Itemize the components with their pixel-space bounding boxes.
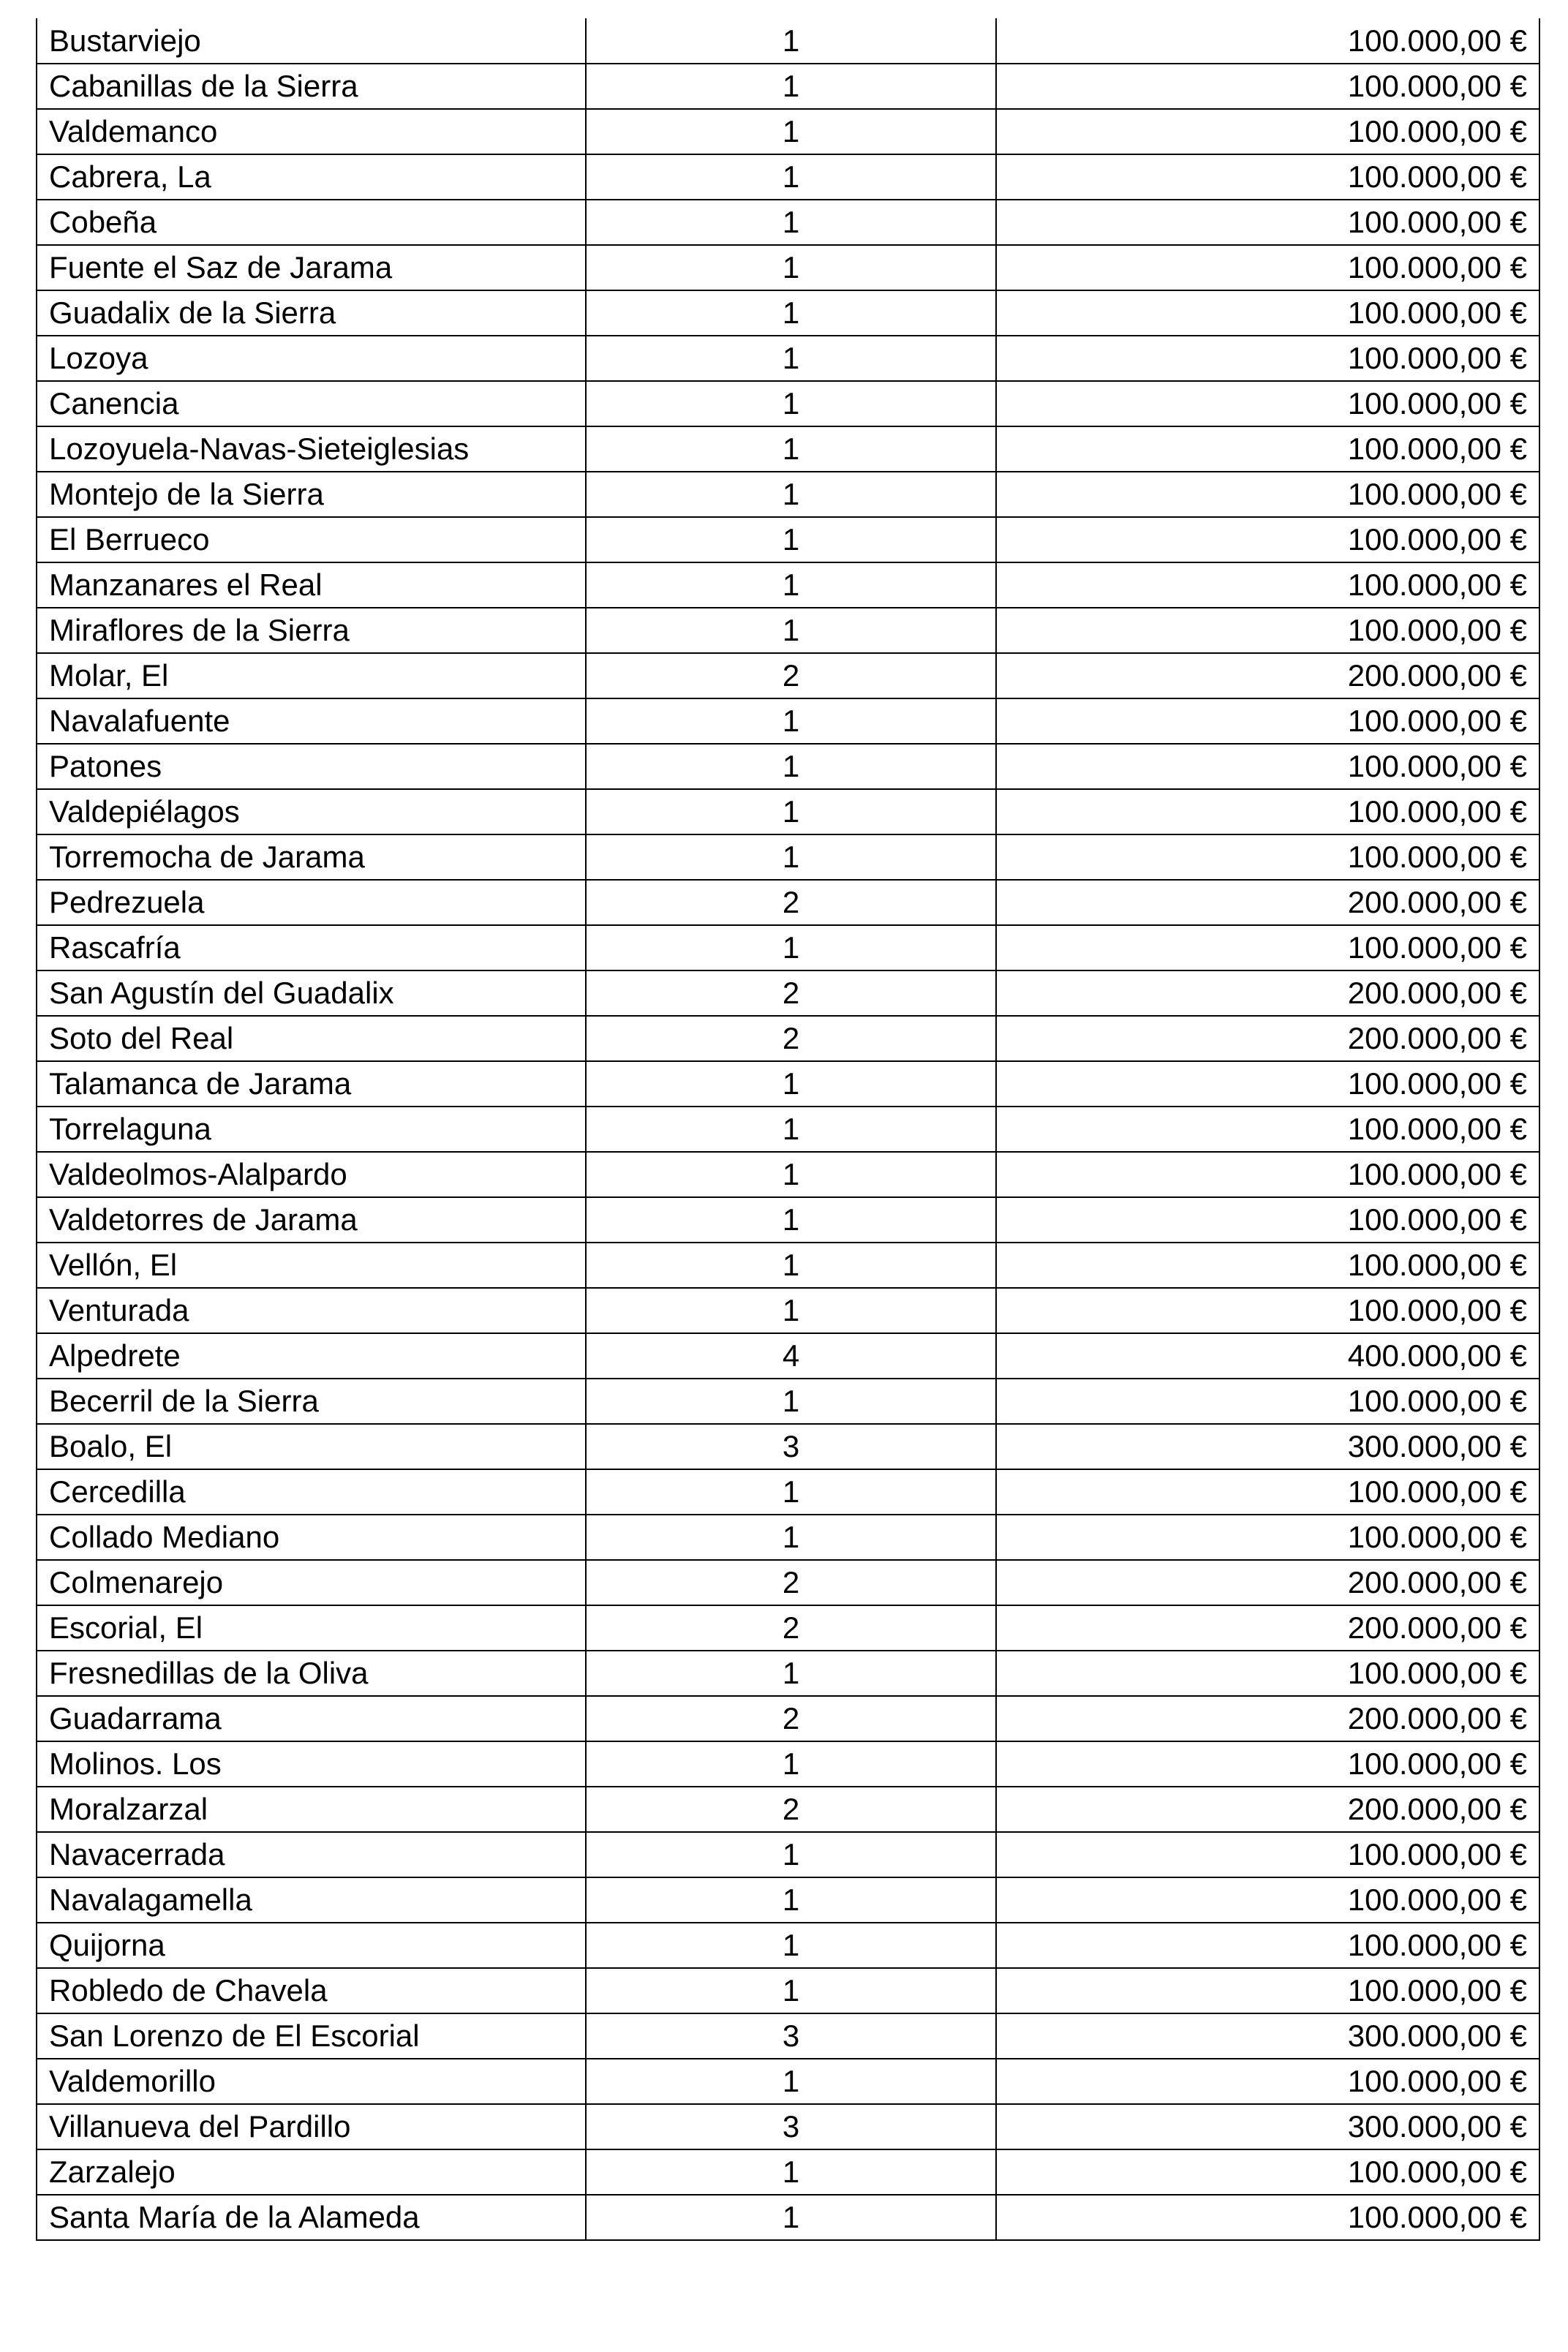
municipality-table [36, 18, 1540, 2241]
table-row [37, 200, 1539, 245]
municipality-cell: Alpedrete [37, 1333, 586, 1379]
table-row [37, 1107, 1539, 1152]
municipality-cell: Miraflores de la Sierra [37, 608, 586, 653]
municipality-cell: Molinos. Los [37, 1741, 586, 1787]
table-row [37, 1469, 1539, 1515]
quantity-cell: 1 [586, 1832, 996, 1877]
table-row [37, 2059, 1539, 2104]
table-row [37, 1696, 1539, 1741]
municipality-table-page [36, 18, 1539, 2241]
quantity-cell: 1 [586, 2059, 996, 2104]
quantity-cell: 1 [586, 1197, 996, 1243]
amount-cell: 100.000,00 € [996, 109, 1539, 154]
quantity-cell: 1 [586, 517, 996, 562]
amount-cell: 100.000,00 € [996, 1515, 1539, 1560]
quantity-cell: 1 [586, 925, 996, 970]
table-row [37, 245, 1539, 290]
quantity-cell: 1 [586, 1469, 996, 1515]
quantity-cell: 4 [586, 1333, 996, 1379]
municipality-cell: El Berrueco [37, 517, 586, 562]
quantity-cell: 1 [586, 1152, 996, 1197]
quantity-cell: 1 [586, 290, 996, 336]
quantity-cell: 1 [586, 200, 996, 245]
amount-cell: 100.000,00 € [996, 472, 1539, 517]
amount-cell: 100.000,00 € [996, 1243, 1539, 1288]
table-row [37, 608, 1539, 653]
amount-cell: 100.000,00 € [996, 2149, 1539, 2195]
municipality-cell: Pedrezuela [37, 880, 586, 925]
table-row [37, 1832, 1539, 1877]
municipality-cell: Valdemorillo [37, 2059, 586, 2104]
amount-cell: 100.000,00 € [996, 1379, 1539, 1424]
municipality-cell: Manzanares el Real [37, 562, 586, 608]
table-row [37, 1968, 1539, 2013]
quantity-cell: 2 [586, 1560, 996, 1605]
quantity-cell: 1 [586, 834, 996, 880]
amount-cell: 100.000,00 € [996, 200, 1539, 245]
municipality-cell: Fuente el Saz de Jarama [37, 245, 586, 290]
table-row [37, 744, 1539, 789]
amount-cell: 200.000,00 € [996, 653, 1539, 698]
table-row [37, 290, 1539, 336]
quantity-cell: 1 [586, 336, 996, 381]
quantity-cell: 1 [586, 426, 996, 472]
quantity-cell: 1 [586, 562, 996, 608]
table-row [37, 1424, 1539, 1469]
table-row [37, 1197, 1539, 1243]
table-row [37, 1061, 1539, 1107]
municipality-cell: Valdepiélagos [37, 789, 586, 834]
amount-cell: 100.000,00 € [996, 1061, 1539, 1107]
table-row [37, 1016, 1539, 1061]
quantity-cell: 1 [586, 1379, 996, 1424]
amount-cell: 100.000,00 € [996, 1152, 1539, 1197]
amount-cell: 400.000,00 € [996, 1333, 1539, 1379]
amount-cell: 100.000,00 € [996, 154, 1539, 200]
amount-cell: 100.000,00 € [996, 2195, 1539, 2240]
quantity-cell: 3 [586, 2104, 996, 2149]
amount-cell: 100.000,00 € [996, 834, 1539, 880]
quantity-cell: 1 [586, 109, 996, 154]
municipality-cell: Guadarrama [37, 1696, 586, 1741]
amount-cell: 300.000,00 € [996, 2104, 1539, 2149]
quantity-cell: 2 [586, 880, 996, 925]
quantity-cell: 1 [586, 608, 996, 653]
municipality-cell: Escorial, El [37, 1605, 586, 1651]
table-row [37, 2013, 1539, 2059]
amount-cell: 100.000,00 € [996, 2059, 1539, 2104]
quantity-cell: 2 [586, 1696, 996, 1741]
table-row [37, 1560, 1539, 1605]
amount-cell: 100.000,00 € [996, 1288, 1539, 1333]
amount-cell: 100.000,00 € [996, 1469, 1539, 1515]
table-row [37, 1741, 1539, 1787]
amount-cell: 100.000,00 € [996, 1832, 1539, 1877]
municipality-cell: Rascafría [37, 925, 586, 970]
quantity-cell: 1 [586, 2195, 996, 2240]
amount-cell: 200.000,00 € [996, 1605, 1539, 1651]
quantity-cell: 1 [586, 1061, 996, 1107]
municipality-cell: Torremocha de Jarama [37, 834, 586, 880]
quantity-cell: 1 [586, 1107, 996, 1152]
municipality-cell: Valdetorres de Jarama [37, 1197, 586, 1243]
table-row [37, 472, 1539, 517]
table-row [37, 1651, 1539, 1696]
amount-cell: 300.000,00 € [996, 1424, 1539, 1469]
quantity-cell: 1 [586, 698, 996, 744]
amount-cell: 100.000,00 € [996, 1651, 1539, 1696]
municipality-cell: Becerril de la Sierra [37, 1379, 586, 1424]
municipality-cell: San Lorenzo de El Escorial [37, 2013, 586, 2059]
quantity-cell: 3 [586, 2013, 996, 2059]
amount-cell: 200.000,00 € [996, 970, 1539, 1016]
municipality-cell: Talamanca de Jarama [37, 1061, 586, 1107]
municipality-cell: Vellón, El [37, 1243, 586, 1288]
quantity-cell: 1 [586, 1243, 996, 1288]
municipality-cell: Bustarviejo [37, 18, 586, 64]
municipality-cell: Valdeolmos-Alalpardo [37, 1152, 586, 1197]
quantity-cell: 1 [586, 744, 996, 789]
municipality-cell: Boalo, El [37, 1424, 586, 1469]
municipality-cell: Cabanillas de la Sierra [37, 64, 586, 109]
quantity-cell: 2 [586, 653, 996, 698]
amount-cell: 100.000,00 € [996, 789, 1539, 834]
table-row [37, 1152, 1539, 1197]
municipality-cell: Navalafuente [37, 698, 586, 744]
table-row [37, 336, 1539, 381]
amount-cell: 100.000,00 € [996, 426, 1539, 472]
table-row [37, 1288, 1539, 1333]
municipality-cell: Torrelaguna [37, 1107, 586, 1152]
quantity-cell: 1 [586, 154, 996, 200]
quantity-cell: 1 [586, 381, 996, 426]
amount-cell: 100.000,00 € [996, 1197, 1539, 1243]
amount-cell: 100.000,00 € [996, 18, 1539, 64]
table-row [37, 1787, 1539, 1832]
municipality-cell: Cercedilla [37, 1469, 586, 1515]
amount-cell: 200.000,00 € [996, 880, 1539, 925]
municipality-cell: Moralzarzal [37, 1787, 586, 1832]
table-row [37, 653, 1539, 698]
amount-cell: 100.000,00 € [996, 1741, 1539, 1787]
amount-cell: 200.000,00 € [996, 1787, 1539, 1832]
table-row [37, 381, 1539, 426]
municipality-cell: Patones [37, 744, 586, 789]
amount-cell: 100.000,00 € [996, 1923, 1539, 1968]
table-row [37, 925, 1539, 970]
quantity-cell: 1 [586, 1515, 996, 1560]
table-body [37, 18, 1539, 2240]
quantity-cell: 2 [586, 1016, 996, 1061]
municipality-cell: Navalagamella [37, 1877, 586, 1923]
table-row [37, 970, 1539, 1016]
table-row [37, 2149, 1539, 2195]
quantity-cell: 1 [586, 2149, 996, 2195]
amount-cell: 200.000,00 € [996, 1696, 1539, 1741]
table-row [37, 1877, 1539, 1923]
municipality-cell: Guadalix de la Sierra [37, 290, 586, 336]
amount-cell: 300.000,00 € [996, 2013, 1539, 2059]
amount-cell: 100.000,00 € [996, 698, 1539, 744]
table-row [37, 154, 1539, 200]
municipality-cell: San Agustín del Guadalix [37, 970, 586, 1016]
table-row [37, 1515, 1539, 1560]
table-row [37, 18, 1539, 64]
table-row [37, 698, 1539, 744]
amount-cell: 100.000,00 € [996, 1968, 1539, 2013]
quantity-cell: 1 [586, 1968, 996, 2013]
municipality-cell: Valdemanco [37, 109, 586, 154]
quantity-cell: 1 [586, 472, 996, 517]
table-row [37, 834, 1539, 880]
amount-cell: 100.000,00 € [996, 245, 1539, 290]
amount-cell: 100.000,00 € [996, 290, 1539, 336]
amount-cell: 100.000,00 € [996, 336, 1539, 381]
municipality-cell: Navacerrada [37, 1832, 586, 1877]
amount-cell: 100.000,00 € [996, 517, 1539, 562]
municipality-cell: Molar, El [37, 653, 586, 698]
amount-cell: 200.000,00 € [996, 1016, 1539, 1061]
table-row [37, 426, 1539, 472]
table-row [37, 1379, 1539, 1424]
table-row [37, 789, 1539, 834]
municipality-cell: Fresnedillas de la Oliva [37, 1651, 586, 1696]
table-row [37, 880, 1539, 925]
quantity-cell: 3 [586, 1424, 996, 1469]
quantity-cell: 1 [586, 64, 996, 109]
amount-cell: 200.000,00 € [996, 1560, 1539, 1605]
municipality-cell: Lozoya [37, 336, 586, 381]
table-row [37, 1243, 1539, 1288]
municipality-cell: Soto del Real [37, 1016, 586, 1061]
amount-cell: 100.000,00 € [996, 744, 1539, 789]
table-row [37, 64, 1539, 109]
municipality-cell: Cabrera, La [37, 154, 586, 200]
municipality-cell: Lozoyuela-Navas-Sieteiglesias [37, 426, 586, 472]
municipality-cell: Collado Mediano [37, 1515, 586, 1560]
municipality-cell: Montejo de la Sierra [37, 472, 586, 517]
municipality-cell: Quijorna [37, 1923, 586, 1968]
table-row [37, 562, 1539, 608]
municipality-cell: Robledo de Chavela [37, 1968, 586, 2013]
quantity-cell: 1 [586, 1923, 996, 1968]
municipality-cell: Santa María de la Alameda [37, 2195, 586, 2240]
quantity-cell: 2 [586, 1605, 996, 1651]
quantity-cell: 1 [586, 1288, 996, 1333]
quantity-cell: 1 [586, 1741, 996, 1787]
quantity-cell: 2 [586, 1787, 996, 1832]
municipality-cell: Venturada [37, 1288, 586, 1333]
municipality-cell: Canencia [37, 381, 586, 426]
amount-cell: 100.000,00 € [996, 925, 1539, 970]
quantity-cell: 1 [586, 1877, 996, 1923]
quantity-cell: 2 [586, 970, 996, 1016]
quantity-cell: 1 [586, 1651, 996, 1696]
quantity-cell: 1 [586, 245, 996, 290]
table-row [37, 2104, 1539, 2149]
quantity-cell: 1 [586, 18, 996, 64]
municipality-cell: Villanueva del Pardillo [37, 2104, 586, 2149]
municipality-cell: Cobeña [37, 200, 586, 245]
table-row [37, 1923, 1539, 1968]
table-row [37, 517, 1539, 562]
table-row [37, 1333, 1539, 1379]
table-row [37, 2195, 1539, 2240]
amount-cell: 100.000,00 € [996, 1107, 1539, 1152]
amount-cell: 100.000,00 € [996, 608, 1539, 653]
quantity-cell: 1 [586, 789, 996, 834]
table-row [37, 1605, 1539, 1651]
amount-cell: 100.000,00 € [996, 64, 1539, 109]
table-row [37, 109, 1539, 154]
amount-cell: 100.000,00 € [996, 381, 1539, 426]
amount-cell: 100.000,00 € [996, 562, 1539, 608]
amount-cell: 100.000,00 € [996, 1877, 1539, 1923]
municipality-cell: Colmenarejo [37, 1560, 586, 1605]
municipality-cell: Zarzalejo [37, 2149, 586, 2195]
